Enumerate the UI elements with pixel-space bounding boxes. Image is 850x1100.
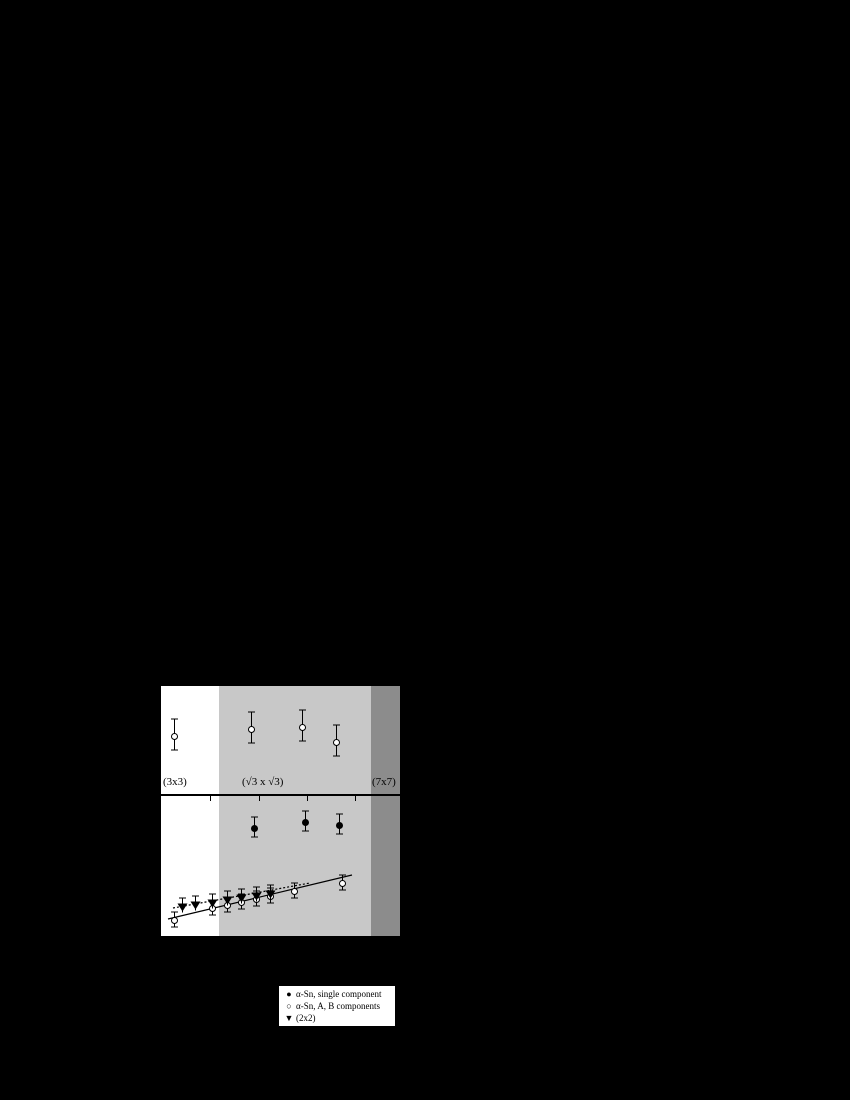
error-cap-top [251,817,258,818]
data-point-filled [335,821,344,830]
marker-triangle-down [190,901,200,909]
error-cap-top [209,894,216,895]
legend-item [282,1000,392,1012]
error-cap-top [248,712,255,713]
marker-triangle-down [236,894,246,902]
error-cap-top [333,725,340,726]
data-point-open [332,738,341,747]
marker-triangle-down [265,890,275,898]
marker-triangle-down [207,899,217,907]
data-point-triangle [222,895,233,906]
legend-item [282,1012,392,1024]
error-cap-bottom [302,831,309,832]
error-cap-bottom [209,915,216,916]
error-cap-bottom [171,927,178,928]
marker-filled-circle [302,819,309,826]
open-circle-icon: ○ [286,1000,292,1011]
error-cap-top [302,811,309,812]
triangle-down-icon: ▼ [284,1012,294,1023]
error-cap-bottom [299,741,306,742]
legend-item [282,988,392,1000]
marker-open-circle [299,724,306,731]
error-cap-top [299,710,306,711]
error-cap-bottom [253,906,260,907]
error-cap-top [179,898,186,899]
data-point-open [170,732,179,741]
error-cap-bottom [248,743,255,744]
error-cap-top [192,896,199,897]
data-point-filled [301,818,310,827]
data-point-open [338,879,347,888]
marker-open-circle [291,888,298,895]
marker-triangle-down [177,903,187,911]
filled-circle-icon: ● [286,988,292,999]
error-cap-bottom [224,912,231,913]
marker-triangle-down [251,892,261,900]
marker-filled-circle [336,822,343,829]
error-cap-top [339,875,346,876]
marker-open-circle [171,733,178,740]
error-cap-top [224,891,231,892]
error-cap-bottom [267,903,274,904]
error-cap-bottom [291,898,298,899]
phase-label-root3: (√3 x √3) [242,776,284,788]
marker-open-circle [171,917,178,924]
error-cap-bottom [251,837,258,838]
fit-lines [160,795,401,937]
phase-label-7x7: (7x7) [372,776,396,788]
error-cap-top [336,814,343,815]
data-point-open [290,887,299,896]
legend [278,985,396,1027]
error-cap-top [267,885,274,886]
marker-triangle-down [222,896,232,904]
data-point-filled [250,824,259,833]
legend-label: α-Sn, A, B components [296,1000,380,1011]
error-cap-bottom [238,909,245,910]
data-point-triangle [177,902,188,913]
error-cap-bottom [171,750,178,751]
data-point-triangle [265,889,276,900]
error-cap-bottom [333,756,340,757]
phase-label-3x3: (3x3) [163,776,187,788]
error-cap-top [238,889,245,890]
marker-filled-circle [251,825,258,832]
data-point-open [247,725,256,734]
data-point-open [298,723,307,732]
error-cap-bottom [336,834,343,835]
marker-open-circle [339,880,346,887]
error-cap-top [291,883,298,884]
error-cap-top [253,887,260,888]
marker-open-circle [333,739,340,746]
marker-open-circle [248,726,255,733]
figure [160,685,401,1023]
data-point-triangle [251,891,262,902]
lower-panel [160,795,401,1023]
error-cap-top [171,719,178,720]
upper-panel [160,685,401,795]
legend-label: (2x2) [296,1012,316,1023]
data-point-triangle [190,900,201,911]
data-point-triangle [236,893,247,904]
error-cap-bottom [339,890,346,891]
data-point-triangle [207,898,218,909]
data-point-open [170,916,179,925]
legend-label: α-Sn, single component [296,988,382,999]
